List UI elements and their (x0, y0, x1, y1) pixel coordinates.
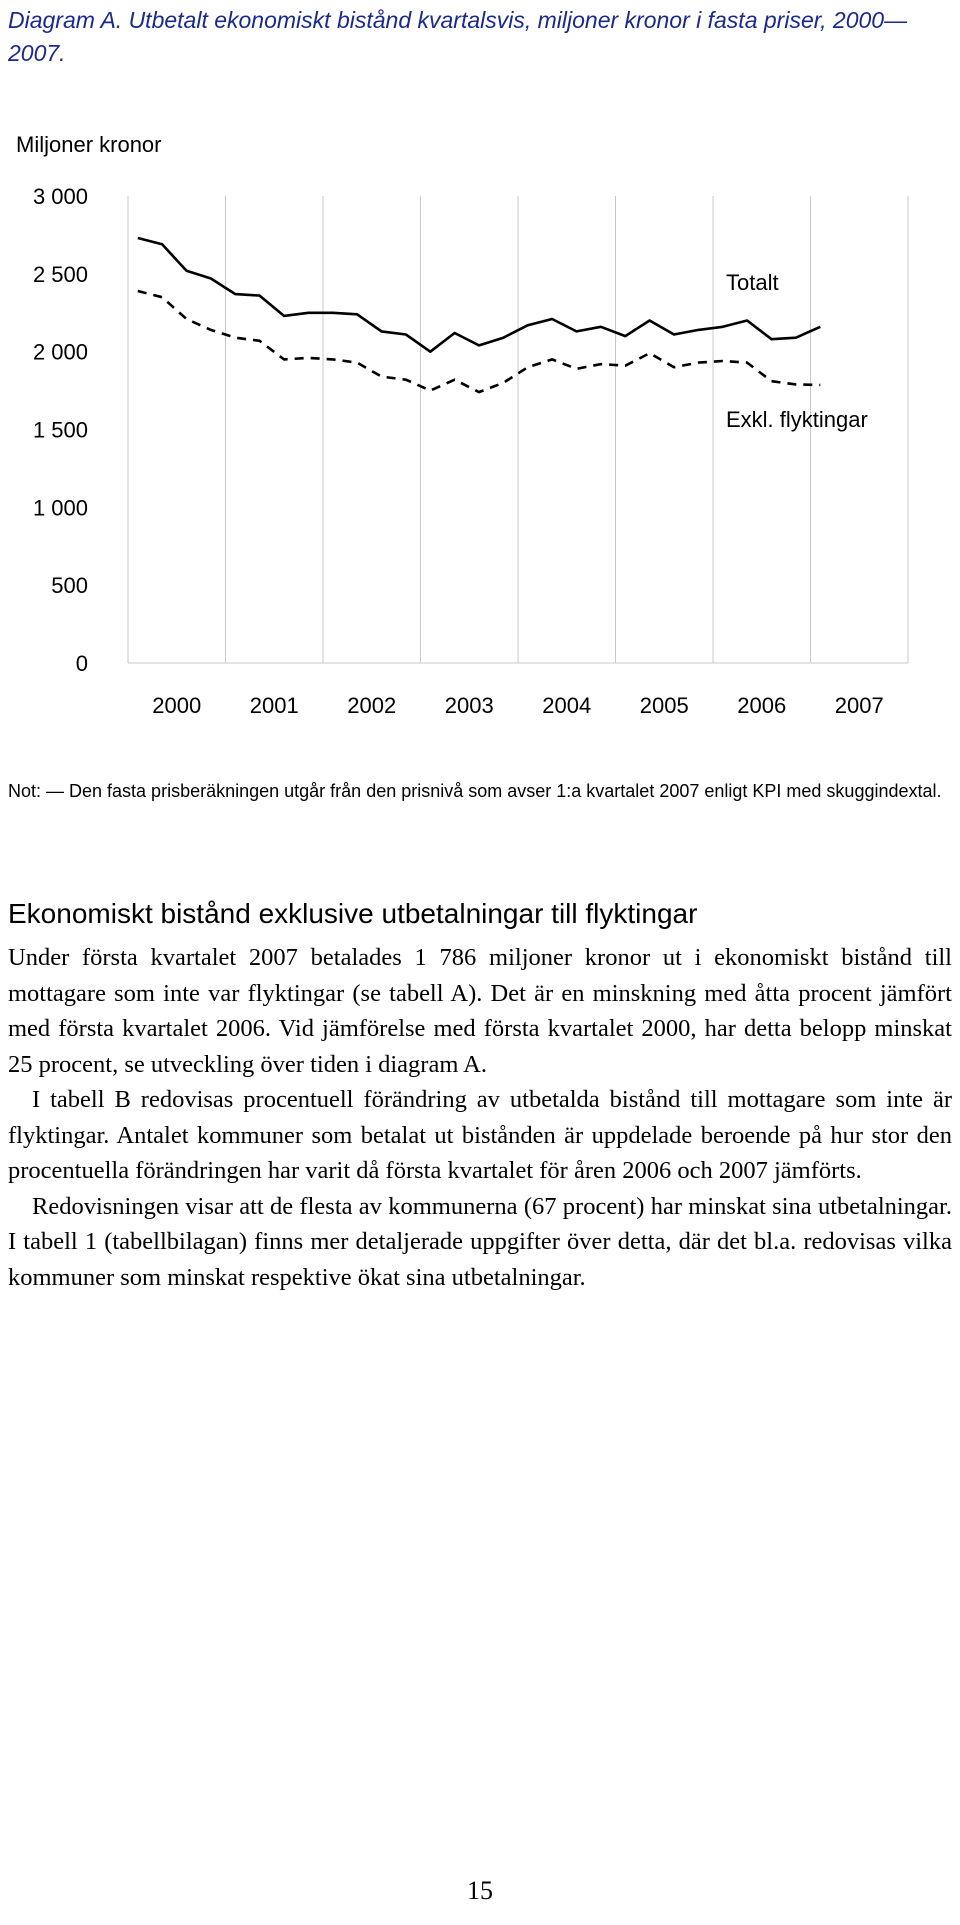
series-label-exkl-flyktingar: Exkl. flyktingar (726, 407, 868, 432)
chart-note: Not: — Den fasta prisberäkningen utgår från den prisnivå som avser 1:a kvartalet 2007 enligt KPI med skuggindextal. (8, 781, 942, 801)
x-tick-label: 2004 (542, 693, 592, 718)
y-axis-title: Miljoner kronor (16, 132, 162, 157)
x-tick-label: 2002 (347, 693, 397, 718)
x-tick-labels (152, 693, 883, 718)
x-tick-label: 2007 (834, 693, 884, 718)
y-tick-label: 1 500 (32, 417, 88, 443)
y-tick-label: 2 000 (32, 339, 88, 365)
y-tick-label: 500 (51, 573, 88, 599)
series-line-totalt (138, 238, 821, 352)
series-label-totalt: Totalt (726, 270, 779, 295)
x-tick-label: 2000 (152, 693, 202, 718)
x-tick-label: 2006 (737, 693, 787, 718)
series-line-exkl-flyktingar (138, 291, 821, 392)
figure-caption: Diagram A. Utbetalt ekonomiskt bistånd kvartalsvis, miljoner kronor i fasta priser, 2000—2007. (8, 7, 908, 66)
section-title: Ekonomiskt bistånd exklusive utbetalningar till flyktingar (8, 898, 698, 929)
y-tick-label: 3 000 (32, 184, 88, 209)
paragraph-3: Redovisningen visar att de flesta av kommunerna (67 procent) har minskat sina utbetalningar. I tabell 1 (tabellbilagan) finns mer detaljerade uppgifter över detta, där det bl.a. redovisas vilka kommuner som minskat respektive ökat sina utbetalningar. (8, 1192, 952, 1291)
y-tick-label: 0 (75, 651, 88, 676)
y-tick-label: 1 000 (32, 495, 88, 521)
series-labels (726, 270, 868, 432)
series-lines (138, 238, 821, 392)
x-tick-label: 2005 (639, 693, 689, 718)
y-tick-label: 2 500 (32, 261, 88, 287)
body-text (8, 940, 952, 1295)
paragraph-2: I tabell B redovisas procentuell förändring av utbetalda bistånd till mottagare som inte är flyktingar. Antalet kommuner som betalat ut bistånden är uppdelade beroende på hur stor den procentuella förändringen har varit då första kvartalet för åren 2006 och 2007 jämförts. (8, 1086, 952, 1184)
y-tick-labels (33, 184, 88, 676)
paragraph-1: Under första kvartalet 2007 betalades 1 786 miljoner kronor ut i ekonomiskt bistånd till mottagare som inte var flyktingar (se tabell A). Det är en minskning med åtta procent jämfört med första kvartalet 2006. Vid jämförelse med första kvartalet 2000, har detta belopp minskat 25 procent, se utveckling över tiden i diagram A. (8, 944, 952, 1078)
x-tick-label: 2001 (249, 693, 299, 718)
page-number: 15 (467, 1876, 493, 1905)
line-chart (0, 0, 960, 740)
x-tick-label: 2003 (444, 693, 494, 718)
